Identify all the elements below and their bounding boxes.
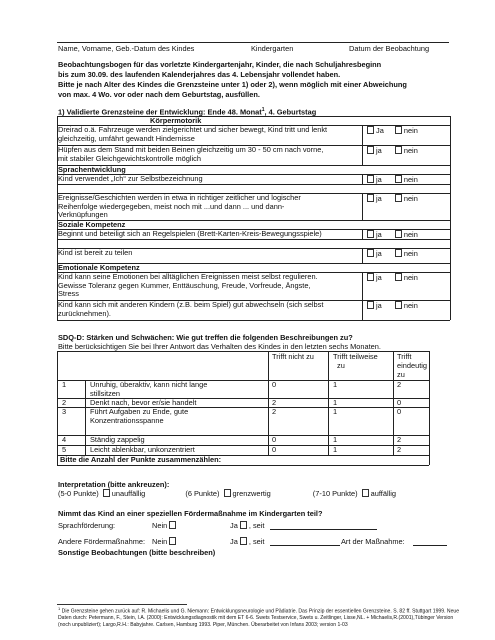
sdq-score-a: 2 xyxy=(272,398,277,407)
ja-checkbox[interactable] xyxy=(367,175,374,183)
grenzstein-item: Ereignisse/Geschichten werden in etwa in richtiger zeitlicher und logischer Reihenfolge wiedergegeben, meist noch mit ...und dann ... und dann- Verknüpfungen xyxy=(58,193,301,220)
andere-ja: Ja , seit xyxy=(230,537,265,546)
intro-line-3: Bitte je nach Alter des Kindes die Grenzsteine unter 1) oder 2), wenn möglich mit einer Abweichung xyxy=(58,80,407,89)
category-soziale-kompetenz: Soziale Kompetenz xyxy=(58,220,126,229)
unauffaellig-checkbox[interactable] xyxy=(103,489,110,497)
grenzstein-item: Beginnt und beteiligt sich an Regelspielen (Brett-Karten-Kreis-Bewegungsspiele) xyxy=(58,229,322,238)
intro-line-4: von max. 4 Wo. vor oder nach dem Geburtstag, ausfüllen. xyxy=(58,90,260,99)
foerder-question: Nimmt das Kind an einer speziellen Fördermaßnahme im Kindergarten teil? xyxy=(58,509,323,518)
sdq-score-c: 2 xyxy=(397,435,402,444)
header-signature-line xyxy=(57,42,449,43)
nein-checkbox[interactable] xyxy=(395,194,402,202)
sprachfoerderung-label: Sprachförderung: xyxy=(58,521,116,530)
grenzstein-item: Kind ist bereit zu teilen xyxy=(58,248,133,257)
sdq-score-a: 0 xyxy=(272,380,277,389)
sdq-score-c: 2 xyxy=(397,380,402,389)
name-label: Name, Vorname, Geb.-Datum des Kindes xyxy=(58,44,195,53)
sdq-row-number: 5 xyxy=(62,445,67,454)
interpretation-title: Interpretation (bitte ankreuzen): xyxy=(58,480,170,489)
sprachfoerderung-ja-checkbox[interactable] xyxy=(240,521,247,529)
nein-checkbox[interactable] xyxy=(395,249,402,257)
art-der-massnahme-label: Art der Maßnahme: xyxy=(341,537,405,546)
sdq-score-b: 1 xyxy=(333,380,338,389)
intro-line-2: bis zum 30.09. des laufenden Kalenderjahres das 4. Lebensjahr vollendet haben. xyxy=(58,70,341,79)
grenzwertig-checkbox[interactable] xyxy=(224,489,231,497)
sdq-score-a: 2 xyxy=(272,407,277,416)
nein-checkbox[interactable] xyxy=(395,126,402,134)
grenzstein-item: Dreirad o.ä. Fahrzeuge werden zielgerichtet und sicher bewegt, Kind tritt und lenkt gleichzeitig, umfährt gewandt Hindernisse xyxy=(58,125,328,143)
nein-checkbox[interactable] xyxy=(395,273,402,281)
ja-nein-choice: ja nein xyxy=(367,175,418,184)
category-koerpermotorik: Körpermotorik xyxy=(150,116,202,125)
sdq-score-b: 1 xyxy=(333,435,338,444)
sdq-subtitle: Bitte berücksichtigen Sie bei Ihrer Antwort das Verhalten des Kindes in den letzten sechs Monaten. xyxy=(58,342,381,351)
sdq-score-b: 1 xyxy=(333,407,338,416)
art-der-massnahme-field[interactable] xyxy=(413,545,447,546)
andere-seit-field[interactable] xyxy=(270,545,340,546)
sdq-row-number: 3 xyxy=(62,407,67,416)
ja-checkbox[interactable] xyxy=(367,273,374,281)
ja-nein-choice: ja nein xyxy=(367,230,418,239)
interpretation-options: (5-0 Punkte) unauffällig (6 Punkte) grenzwertig (7-10 Punkte) auffällig xyxy=(58,489,396,498)
section1-title: 1) Validierte Grenzsteine der Entwicklung: Ende 48. Monat$^1$, 4. Geburtstag xyxy=(58,107,317,117)
ja-checkbox[interactable] xyxy=(367,146,374,154)
sdq-score-a: 0 xyxy=(272,435,277,444)
grenzstein-item: Kind verwendet „Ich“ zur Selbstbezeichnung xyxy=(58,174,203,183)
sdq-row-text: Denkt nach, bevor er/sie handelt xyxy=(90,398,197,407)
sdq-row-number: 4 xyxy=(62,435,67,444)
sdq-score-c: 0 xyxy=(397,398,402,407)
nein-checkbox[interactable] xyxy=(395,230,402,238)
sdq-score-c: 0 xyxy=(397,407,402,416)
grenzstein-item: Kind kann sich mit anderen Kindern (z.B. beim Spiel) gut abwechseln (sich selbst zurücknehmen). xyxy=(58,300,324,318)
sprachfoerderung-nein: Nein xyxy=(152,521,178,530)
ja-nein-choice: ja nein xyxy=(367,301,418,310)
sdq-row-number: 2 xyxy=(62,398,67,407)
andere-foerdermassnahme-label: Andere Fördermaßnahme: xyxy=(58,537,146,546)
sdq-score-a: 0 xyxy=(272,445,277,454)
ja-checkbox[interactable] xyxy=(367,194,374,202)
sprachfoerderung-ja: Ja , seit xyxy=(230,521,265,530)
ja-nein-choice: ja nein xyxy=(367,249,418,258)
andere-ja-checkbox[interactable] xyxy=(240,537,247,545)
sdq-score-b: 1 xyxy=(333,398,338,407)
footnote: $^1$ Die Grenzsteine gehen zurück auf: R. Michaelis und G. Niemann: Entwicklungsneurologie und Pädiatrie. Das Prinzip der essentiellen Grenzsteine. S. 82 ff. Stuttgart 1999. Neue Daten durch: Petermann, F., Stein, I.A. (2000): Entwicklungsdiagnostik mit dem ET 6-6. Swets Testservice, Swets u. Zeitlinger, Lisse,NL. + Michaelis,R.(2001),Tübinger Version (noch unpubliziert); Largo,R.H.: Babyjahre. Carlsen, Hamburg 1993. Piper, München. Überarbeitet von Infans 2003; version 1-03 xyxy=(58,606,460,628)
andere-nein-checkbox[interactable] xyxy=(169,537,176,545)
nein-checkbox[interactable] xyxy=(395,146,402,154)
sdq-col-not-true: Trifft nicht zu xyxy=(272,352,314,361)
footnote-ref: 1 xyxy=(261,107,265,113)
sdq-row-text: Unruhig, überaktiv, kann nicht lange stillsitzen xyxy=(90,380,208,398)
sprachfoerderung-nein-checkbox[interactable] xyxy=(169,521,176,529)
sdq-col-certainly-true: Trifft eindeutig zu xyxy=(397,352,427,379)
sdq-score-c: 2 xyxy=(397,445,402,454)
sonstige-beobachtungen-field[interactable] xyxy=(58,558,448,598)
sonstige-beobachtungen-label: Sonstige Beobachtungen (bitte beschreiben) xyxy=(58,548,216,557)
sdq-row-text: Leicht ablenkbar, unkonzentriert xyxy=(90,445,195,454)
category-emotionale-kompetenz: Emotionale Kompetenz xyxy=(58,263,140,272)
grenzstein-item: Hüpfen aus dem Stand mit beiden Beinen gleichzeitig um 30 - 50 cm nach vorne, mit stabiler Gleichgewichtskontrolle möglich xyxy=(58,145,324,163)
andere-nein: Nein xyxy=(152,537,178,546)
sdq-score-b: 1 xyxy=(333,445,338,454)
ja-nein-choice: ja nein xyxy=(367,146,418,155)
sdq-title: SDQ-D: Stärken und Schwächen: Wie gut treffen die folgenden Beschreibungen zu? xyxy=(58,333,353,342)
sdq-col-partly-true: Trifft teilweise zu xyxy=(333,352,378,370)
ja-checkbox[interactable] xyxy=(367,249,374,257)
grenzstein-item: Kind kann seine Emotionen bei alltäglichen Ereignissen meist selbst regulieren. Gewisse Toleranz gegen Kummer, Enttäuschung, Freude, Vorfreude, Ängste, Stress xyxy=(58,272,318,299)
footnote-separator xyxy=(57,604,187,605)
kindergarten-label: Kindergarten xyxy=(251,44,294,53)
ja-checkbox[interactable] xyxy=(367,230,374,238)
category-sprachentwicklung: Sprachentwicklung xyxy=(58,165,126,174)
sdq-row-text: Führt Aufgaben zu Ende, gute Konzentrationsspanne xyxy=(90,407,189,425)
sprachfoerderung-seit-field[interactable] xyxy=(270,529,377,530)
ja-nein-choice: Ja nein xyxy=(367,126,418,135)
ja-nein-choice: ja nein xyxy=(367,273,418,282)
intro-line-1: Beobachtungsbogen für das vorletzte Kindergartenjahr, Kinder, die nach Schuljahresbeginn xyxy=(58,60,382,69)
date-label: Datum der Beobachtung xyxy=(349,44,430,53)
nein-checkbox[interactable] xyxy=(395,175,402,183)
sdq-sum-field[interactable] xyxy=(268,455,429,465)
ja-checkbox[interactable] xyxy=(367,126,374,134)
nein-checkbox[interactable] xyxy=(395,301,402,309)
sdq-row-number: 1 xyxy=(62,380,67,389)
auffaellig-checkbox[interactable] xyxy=(362,489,369,497)
ja-checkbox[interactable] xyxy=(367,301,374,309)
sdq-sum-label: Bitte die Anzahl der Punkte zusammenzählen: xyxy=(60,455,222,464)
sdq-row-text: Ständig zappelig xyxy=(90,435,145,444)
ja-nein-choice: ja nein xyxy=(367,194,418,203)
